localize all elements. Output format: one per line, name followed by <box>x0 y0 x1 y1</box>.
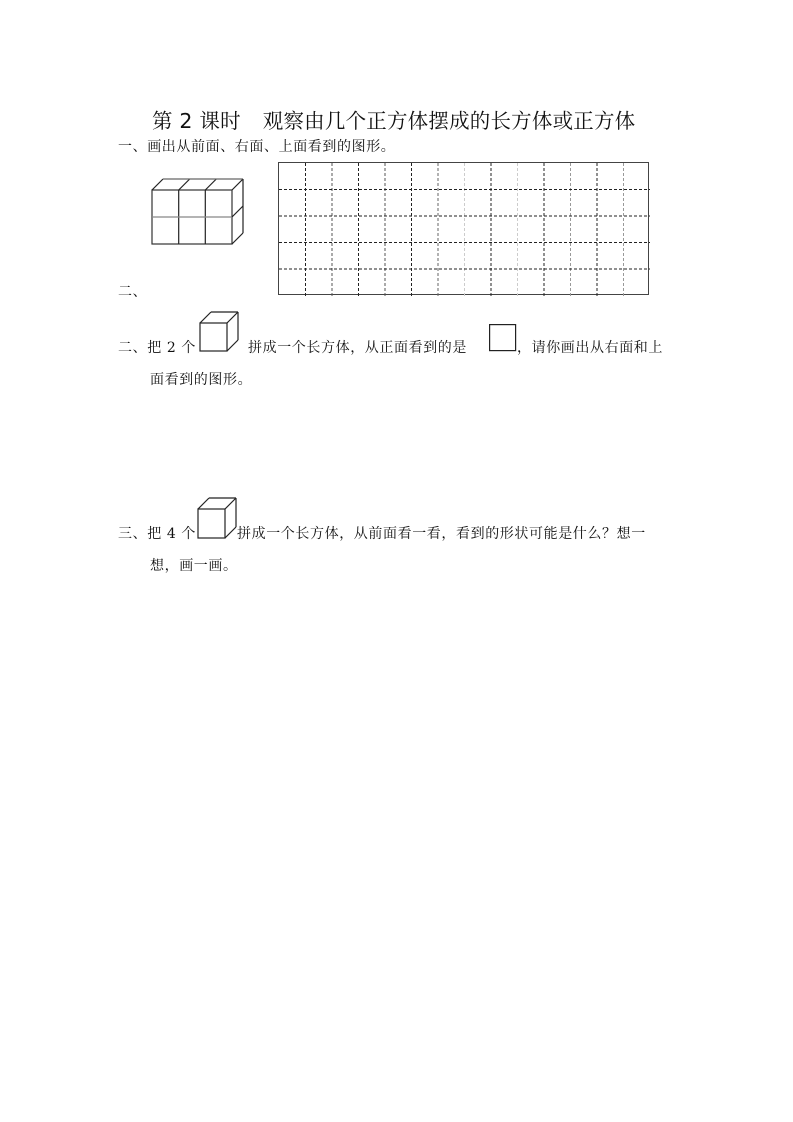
question-2-number: 二、 <box>118 340 148 356</box>
question-1-text: 画出从前面、右面、上面看到的图形。 <box>147 139 396 155</box>
question-1 <box>118 137 395 157</box>
question-2-text-before: 把 2 个 <box>147 340 197 356</box>
single-cube-icon <box>199 311 241 353</box>
question-1-number: 一、 <box>118 139 148 155</box>
question-3-text-after: 拼成一个长方体，从前面看一看，看到的形状可能是什么？想一 <box>237 526 646 542</box>
question-2 <box>118 338 196 358</box>
question-2-text-line2: 面看到的图形。 <box>150 372 253 388</box>
question-3-text-before: 把 4 个 <box>147 526 197 542</box>
page-title <box>152 104 635 134</box>
question-3-text-line2: 想，画一画。 <box>150 558 238 574</box>
question-2-text-middle: 拼成一个长方体，从正面看到的是 <box>248 340 467 356</box>
question-3-number: 三、 <box>118 526 148 542</box>
front-view-square-icon <box>489 324 517 352</box>
question-3 <box>118 524 196 544</box>
lesson-topic: 观察由几个正方体摆成的长方体或正方体 <box>262 109 636 133</box>
grid-lines <box>279 163 650 296</box>
stray-label: 二、 <box>118 284 148 300</box>
answer-grid[interactable] <box>278 162 649 295</box>
single-cube-icon <box>197 497 239 541</box>
cube-block-figure <box>150 176 246 248</box>
question-2-text-after: ，请你画出从右面和上 <box>517 340 663 356</box>
lesson-label: 第 2 课时 <box>152 109 241 133</box>
